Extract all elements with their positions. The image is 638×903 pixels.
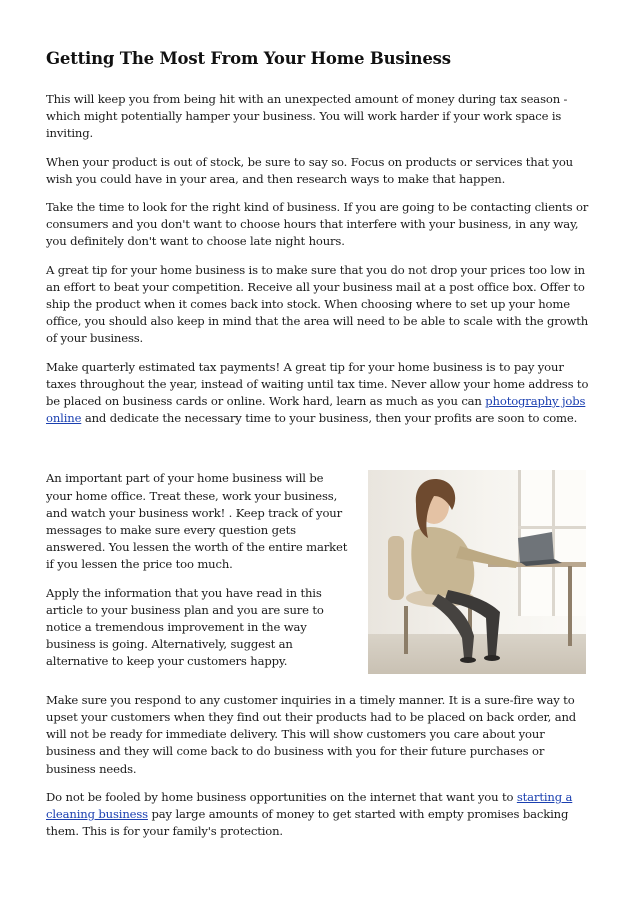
paragraph-1: This will keep you from being hit with an unexpected amount of money during tax season - which might potentially hamper your business. You will work harder if your work space is inviting.	[46, 92, 568, 141]
photography-jobs-link[interactable]: photography jobs online	[46, 394, 586, 426]
spacer	[46, 438, 594, 470]
paragraph-3: Take the time to look for the right kind of business. If you are going to be contacting clients or consumers and you don't want to choose hours that interfere with your business, in any way, you definitely don't want to choose late night hours.	[46, 200, 589, 249]
page-title: Getting The Most From Your Home Business	[46, 49, 451, 68]
paragraph-7: Apply the information that you have read in this article to your business plan and you are sure to notice a tremendous improvement in the way business is going. Alternatively, suggest an alternative to keep your customers happy.	[46, 585, 324, 669]
paragraph-2: When your product is out of stock, be sure to say so. Focus on products or services that you wish you could have in your area, and then research ways to make that happen.	[46, 154, 573, 186]
photo-illustration	[368, 470, 586, 674]
image-wrap-section	[46, 470, 594, 681]
paragraph-4: A great tip for your home business is to make sure that you do not drop your prices too low in an effort to beat your competition. Receive all your business mail at a post office box. Offer to ship the product when it comes back into stock. When choosing where to set up your home office, you should also keep in mind that the area will need to be able to scale with the growth of your business.	[46, 262, 589, 346]
cleaning-business-link[interactable]: starting a cleaning business	[46, 789, 573, 821]
paragraph-8: Make sure you respond to any customer inquiries in a timely manner. It is a sure-fire way to upset your customers when they find out their products had to be placed on back order, and will not be ready for immediate delivery. This will show customers you care about your business and they will come back to do business with you for their future purchases or business needs.	[46, 692, 577, 776]
paragraph-5-text-start: Make quarterly estimated tax payments! A great tip for your home business is to pay your taxes throughout the year, instead of waiting until tax time. Never allow your home address to be placed on business cards or online. Work hard, learn as much as you can	[46, 359, 589, 409]
paragraph-6: An important part of your home business will be your home office. Treat these, work your business, and watch your business work! . Keep track of your messages to make sure every question gets answered. You lessen the worth of the entire market if you lessen the price too much.	[46, 471, 348, 572]
paragraph-5-text-end: and dedicate the necessary time to your business, then your profits are soon to come.	[81, 411, 578, 426]
paragraph-9	[46, 789, 594, 841]
paragraph-9-text-end: pay large amounts of money to get started with empty promises backing them. This is for your family's protection.	[46, 806, 569, 839]
document-page	[46, 48, 594, 851]
woman-at-laptop-photo	[368, 470, 586, 674]
paragraph-5	[46, 359, 594, 428]
paragraph-9-text-start: Do not be fooled by home business opportunities on the internet that want you to	[46, 789, 517, 804]
